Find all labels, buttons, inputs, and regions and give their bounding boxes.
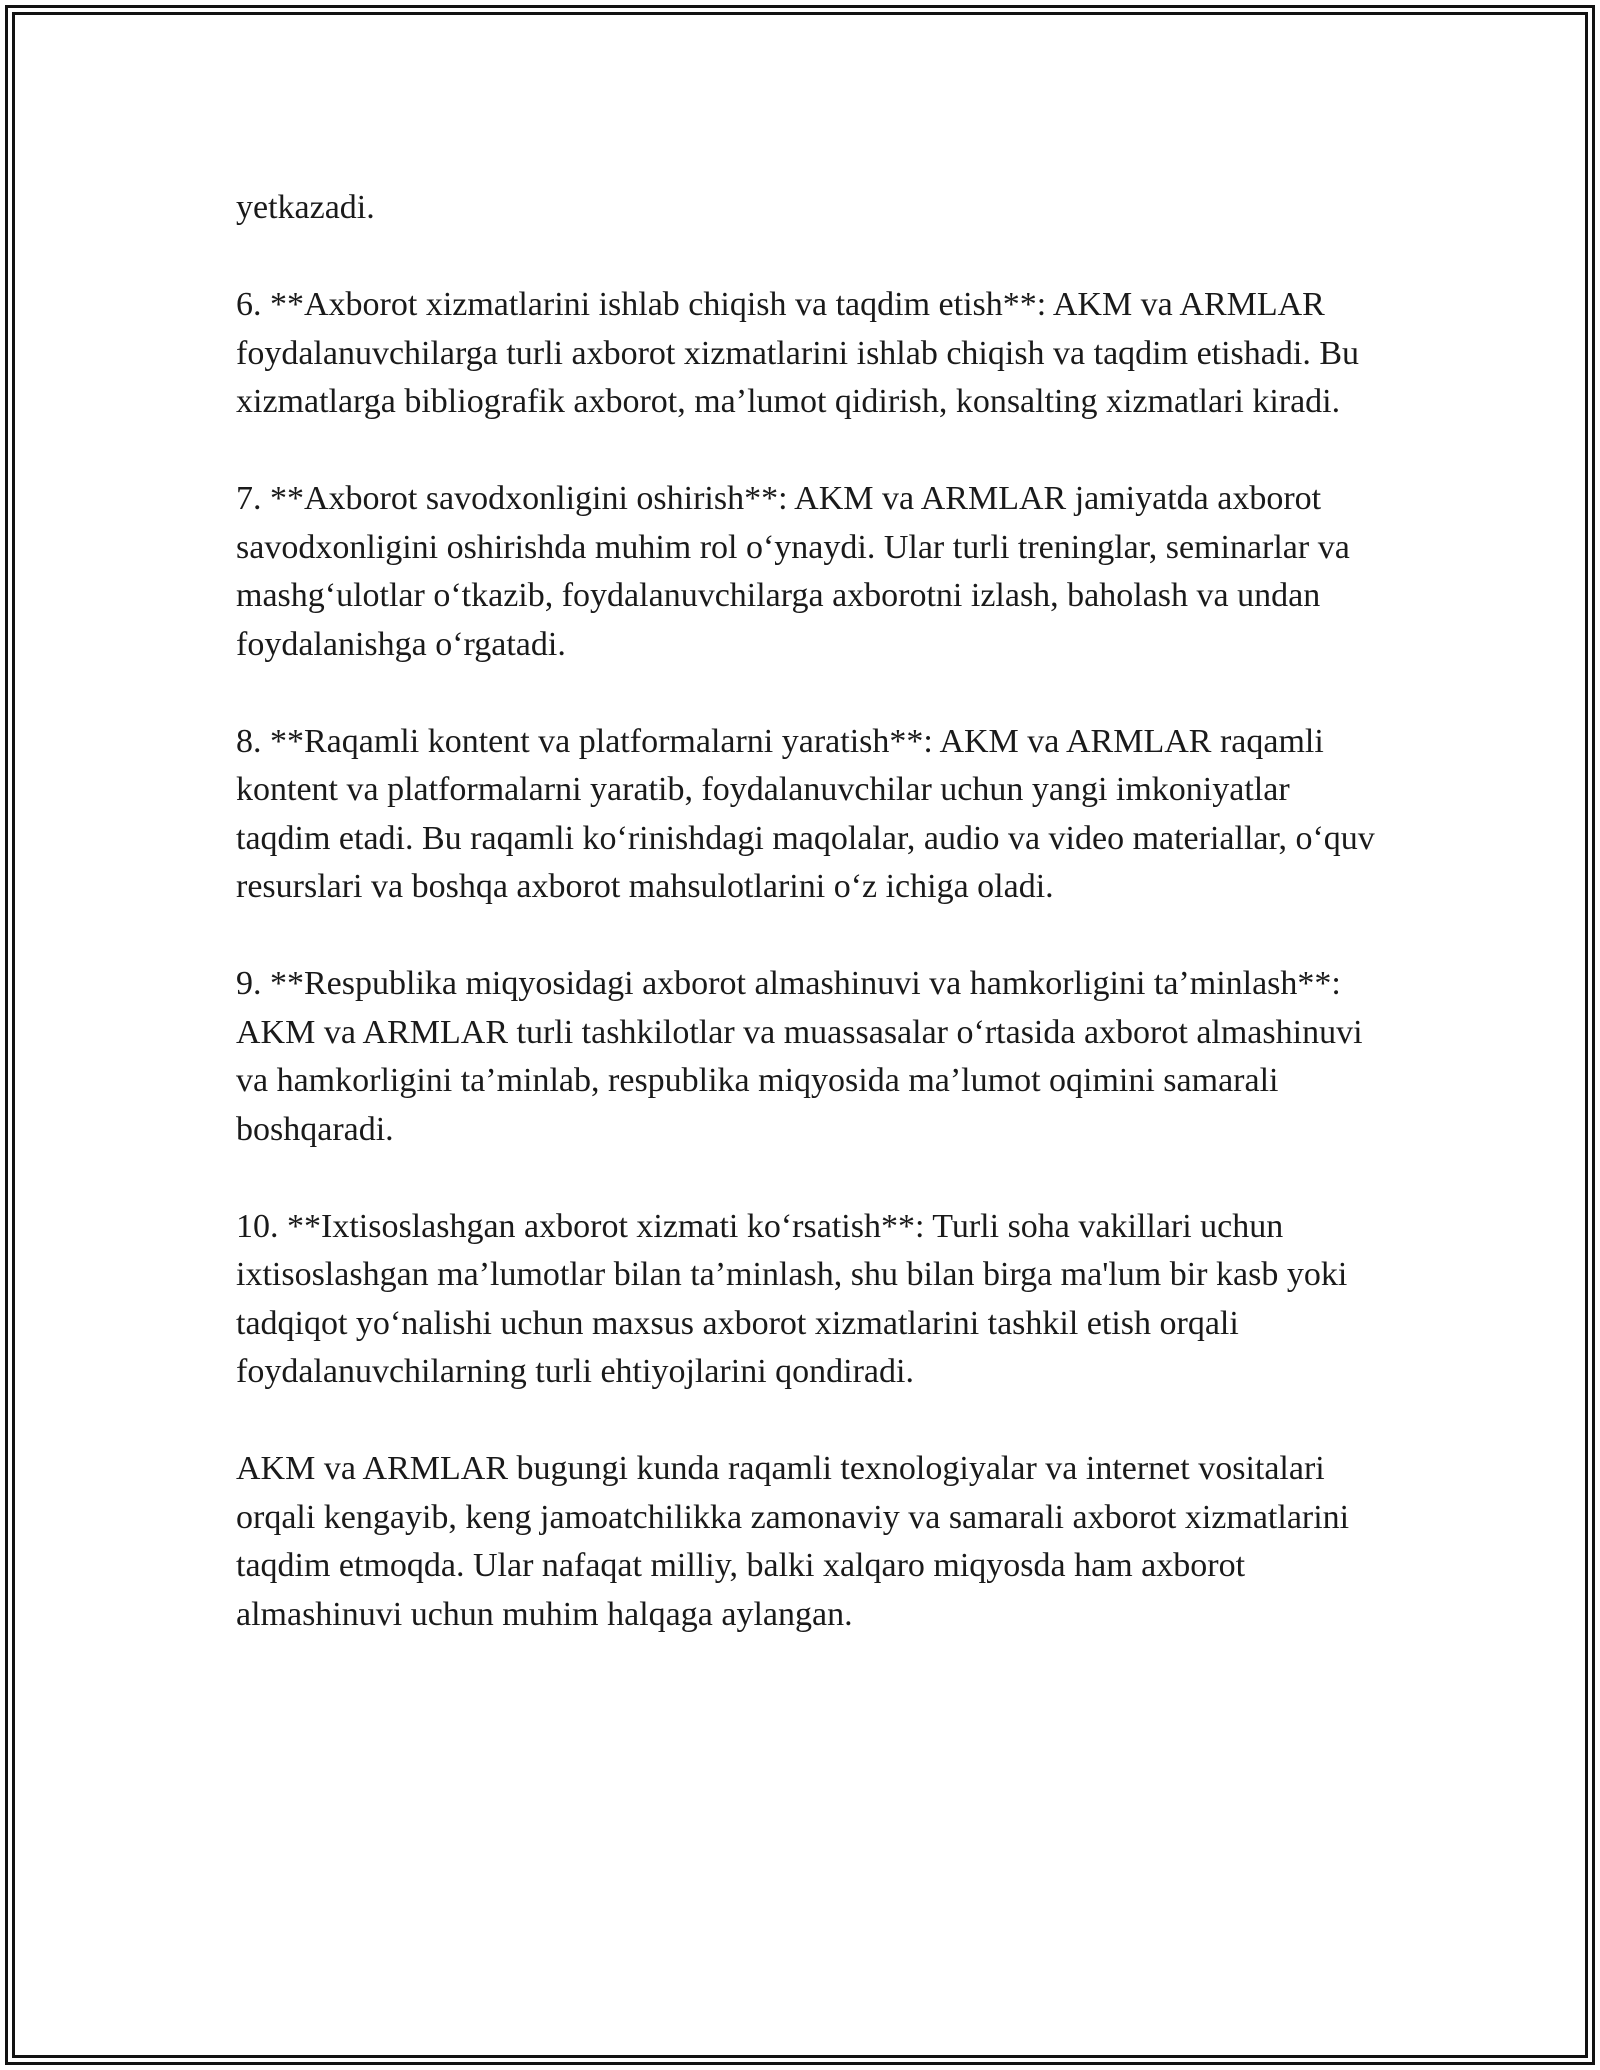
- paragraph-continuation: yetkazadi.: [236, 189, 375, 226]
- paragraph-item-9: 9. **Respublika miqyosidagi axborot almashinuvi va hamkorligini ta’minlash**: AKM va ARMLAR turli tashkilotlar va muassasalar o‘rtasida axborot almashinuvi va hamkorligini ta’minlab, respublika miqyosida ma’lumot oqimini samarali boshqaradi.: [236, 965, 1363, 1148]
- paragraph-item-10: 10. **Ixtisoslashgan axborot xizmati ko‘rsatish**: Turli soha vakillari uchun ixtisoslashgan ma’lumotlar bilan ta’minlash, shu bilan birga ma'lum bir kasb yoki tadqiqot yo‘nalishi uchun maxsus axborot xizmatlarini tashkil etish orqali foydalanuvchilarning turli ehtiyojlarini qondiradi.: [236, 1207, 1348, 1390]
- paragraph-item-7: 7. **Axborot savodxonligini oshirish**: AKM va ARMLAR jamiyatda axborot savodxonligini oshirishda muhim rol o‘ynaydi. Ular turli treninglar, seminarlar va mashg‘ulotlar o‘tkazib, foydalanuvchilarga axborotni izlash, baholash va undan foydalanishga o‘rgatadi.: [236, 480, 1350, 663]
- paragraph-conclusion: AKM va ARMLAR bugungi kunda raqamli texnologiyalar va internet vositalari orqali kengayib, keng jamoatchilikka zamonaviy va samarali axborot xizmatlarini taqdim etmoqda. Ular nafaqat milliy, balki xalqaro miqyosda ham axborot almashinuvi uchun muhim halqaga aylangan.: [236, 1450, 1350, 1633]
- document-body: [236, 184, 1376, 1688]
- paragraph-item-8: 8. **Raqamli kontent va platformalarni yaratish**: AKM va ARMLAR raqamli kontent va platformalarni yaratib, foydalanuvchilar uchun yangi imkoniyatlar taqdim etadi. Bu raqamli ko‘rinishdagi maqolalar, audio va video materiallar, o‘quv resurslari va boshqa axborot mahsulotlarini o‘z ichiga oladi.: [236, 722, 1375, 905]
- paragraph-item-6: 6. **Axborot xizmatlarini ishlab chiqish va taqdim etish**: AKM va ARMLAR foydalanuvchilarga turli axborot xizmatlarini ishlab chiqish va taqdim etishadi. Bu xizmatlarga bibliografik axborot, ma’lumot qidirish, konsalting xizmatlari kiradi.: [236, 286, 1359, 420]
